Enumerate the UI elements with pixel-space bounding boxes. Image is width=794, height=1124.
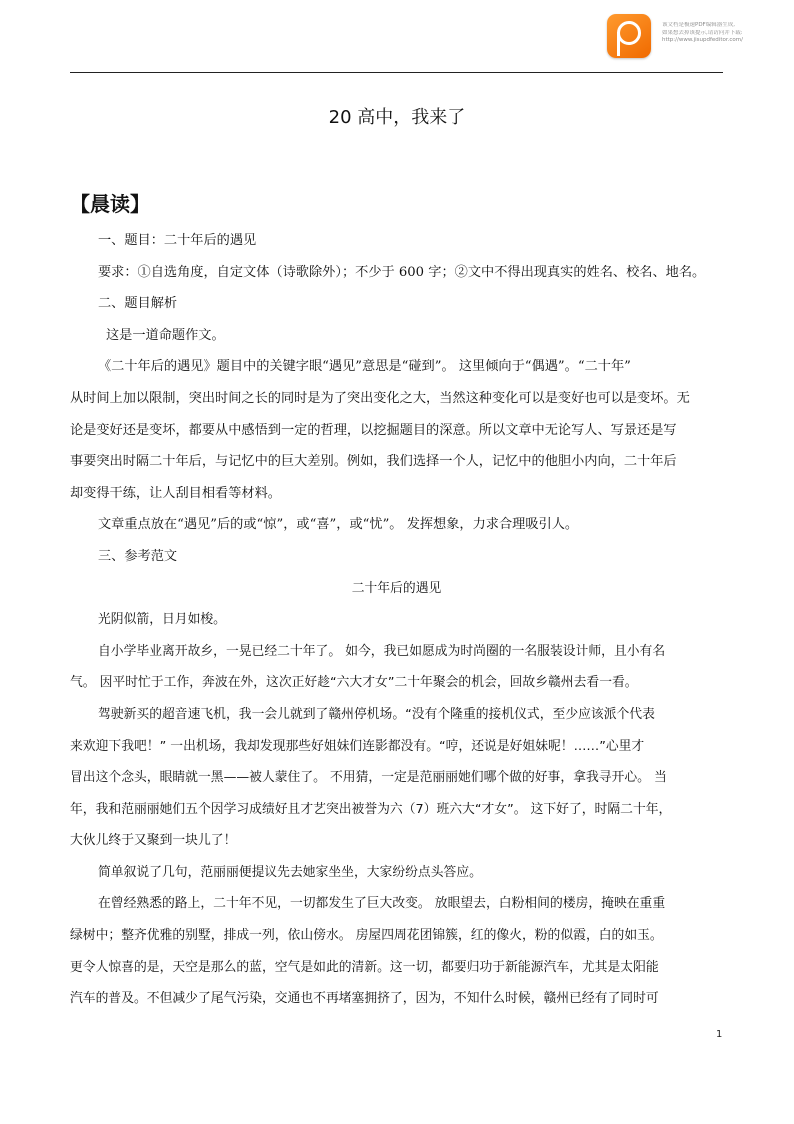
header-rule <box>70 72 723 73</box>
text-line: 气。 因平时忙于工作，奔波在外，这次正好趁“六大才女”二十年聚会的机会，回故乡赣州去看一看。 <box>70 675 638 691</box>
essay-paragraph <box>70 888 723 1014</box>
text-line: 论是变好还是变坏，都要从中感悟到一定的哲理，以挖掘题目的深意。所以文章中无论写人、写景还是写 <box>70 422 677 438</box>
document-body <box>70 225 723 1015</box>
analysis-paragraph <box>70 351 723 509</box>
text-line: 驾驶新买的超音速飞机，我一会儿就到了赣州停机场。“没有个隆重的接机仪式，至少应该派个代表 <box>98 706 655 722</box>
text-line: 事要突出时隔二十年后，与记忆中的巨大差别。例如，我们选择一个人，记忆中的他胆小内向，二十年后 <box>70 454 677 470</box>
watermark-line: 如果想去掉该提示,请访问并下载: <box>662 29 743 36</box>
text-line: 年，我和范丽丽她们五个因学习成绩好且才艺突出被誉为六（7）班六大“才女”。 这下好了，时隔二十年， <box>70 801 672 817</box>
essay-paragraph <box>70 636 723 699</box>
essay-title: 二十年后的遇见 <box>351 580 442 596</box>
text-line: 从时间上加以限制，突出时间之长的同时是为了突出变化之大，当然这种变化可以是变好也可以是变坏。无 <box>70 390 690 406</box>
text-line: 冒出这个念头，眼睛就一黑——被人蒙住了。 不用猜，一定是范丽丽她们哪个做的好事，拿我寻开心。 当 <box>70 770 667 786</box>
text-line: 简单叙说了几句，范丽丽便提议先去她家坐坐，大家纷纷点头答应。 <box>98 864 482 880</box>
text-line: 光阴似箭，日月如梭。 <box>98 612 226 628</box>
analysis-focus: 文章重点放在“遇见”后的或“惊”，或“喜”，或“忧”。 发挥想象，力求合理吸引人。 <box>98 517 579 533</box>
text-line: 汽车的普及。不但减少了尾气污染，交通也不再堵塞拥挤了，因为，不知什么时候，赣州已经有了同时可 <box>70 991 659 1007</box>
prompt-requirement: 要求：①自选角度，自定文体（诗歌除外）；不少于 600 字；②文中不得出现真实的姓名、校名、地名。 <box>98 264 706 280</box>
essay-paragraph <box>70 699 723 857</box>
sample-essay <box>70 573 723 1015</box>
essay-paragraph <box>70 604 723 636</box>
text-line: 却变得干练，让人刮目相看等材料。 <box>70 485 281 501</box>
analysis-heading: 二、题目解析 <box>98 296 178 312</box>
watermark-line: 该文档是极速PDF编辑器生成, <box>662 22 735 28</box>
analysis-intro: 这是一道命题作文。 <box>106 327 225 343</box>
document-title: 20 高中，我来了 <box>328 107 466 128</box>
text-line: 更令人惊喜的是，天空是那么的蓝，空气是如此的清新。这一切，都要归功于新能源汽车，尤其是太阳能 <box>70 959 659 975</box>
page-number: 1 <box>716 1029 723 1040</box>
watermark-note <box>662 22 770 45</box>
text-line: 在曾经熟悉的路上，二十年不见，一切都发生了巨大改变。 放眼望去，白粉相间的楼房，掩映在重重 <box>98 896 666 912</box>
section-heading: 【晨读】 <box>70 192 150 216</box>
watermark-line: http://www.jisupdfeditor.com/ <box>662 37 743 43</box>
essay-paragraph <box>70 857 723 889</box>
text-line: 《二十年后的遇见》题目中的关键字眼“遇见”意思是“碰到”。 这里倾向于“偶遇”。“二十年” <box>98 359 631 375</box>
text-line: 来欢迎下我吧！” 一出机场，我却发现那些好姐妹们连影都没有。“哼，还说是好姐妹呢！……”心里才 <box>70 738 645 754</box>
text-line: 大伙儿终于又聚到一块儿了！ <box>70 833 237 849</box>
essay-body <box>70 604 723 1015</box>
text-line: 自小学毕业离开故乡，一晃已经二十年了。 如今，我已如愿成为时尚圈的一名服装设计师，且小有名 <box>98 643 666 659</box>
prompt-topic: 一、题目：二十年后的遇见 <box>98 233 257 248</box>
text-line: 绿树中；整齐优雅的别墅，排成一列，依山傍水。 房屋四周花团锦簇，红的像火，粉的似霞，白的如玉。 <box>70 928 663 944</box>
sample-essay-heading: 三、参考范文 <box>98 548 178 564</box>
pdf-editor-logo-icon <box>607 14 651 58</box>
